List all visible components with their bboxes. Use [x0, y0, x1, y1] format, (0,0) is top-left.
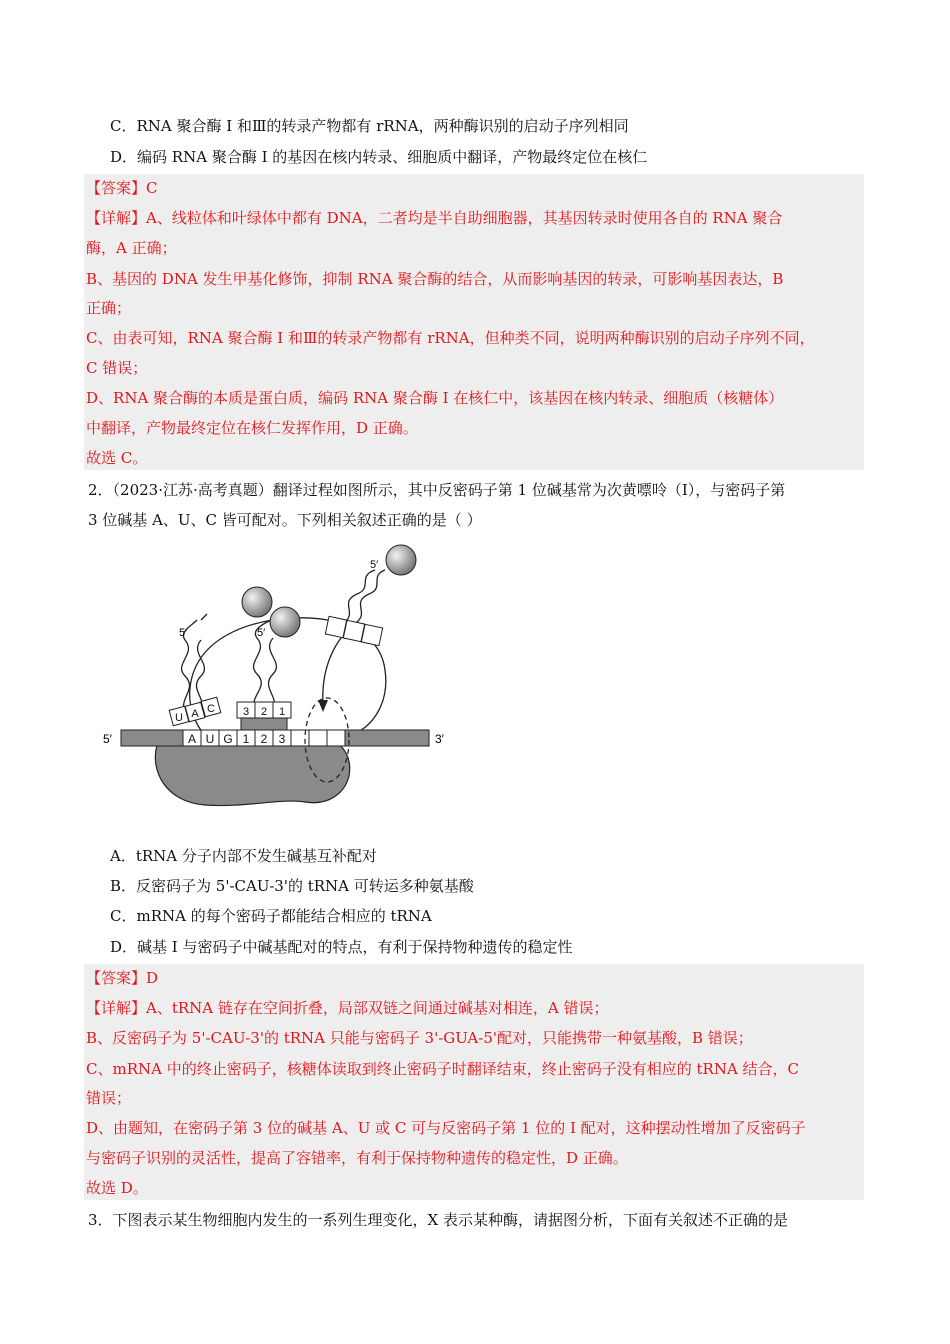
q2-option-d: D．碱基 I 与密码子中碱基配对的特点，有利于保持物种遗传的稳定性: [110, 938, 573, 956]
q1-detail-line-7: D、RNA 聚合酶的本质是蛋白质，编码 RNA 聚合酶 I 在核仁中，该基因在核内转录、细胞质（核糖体）: [86, 389, 784, 407]
q2-detail-line-3: C、mRNA 中的终止密码子，核糖体读取到终止密码子时翻译结束，终止密码子没有相应的 tRNA 结合，C: [86, 1060, 800, 1078]
q2-detail-line-5: D、由题知，在密码子第 3 位的碱基 A、U 或 C 可与反密码子第 1 位的 I 配对，这种摆动性增加了反密码子: [86, 1119, 806, 1137]
q2-option-b: B．反密码子为 5'-CAU-3'的 tRNA 可转运多种氨基酸: [110, 877, 474, 895]
codon-base-4: 1: [242, 732, 250, 746]
codon-base-1: A: [187, 732, 197, 746]
q3-stem-line-1: 3．下图表示某生物细胞内发生的一系列生理变化，X 表示某种酶，请据图分析，下面有关叙述不正确的是: [88, 1211, 788, 1229]
q1-detail-line-2: 酶，A 正确；: [86, 239, 177, 257]
q2-detail-line-7: 故选 D。: [86, 1179, 148, 1197]
anticodon-left-base-2: A: [191, 708, 199, 720]
translation-diagram: [95, 540, 455, 810]
q2-detail-line-2: B、反密码子为 5'-CAU-3'的 tRNA 只能与密码子 3'-GUA-5'配对，只能携带一种氨基酸，B 错误；: [86, 1029, 753, 1047]
q2-answer: 【答案】D: [86, 969, 159, 987]
q1-option-c: C．RNA 聚合酶 I 和Ⅲ的转录产物都有 rRNA，两种酶识别的启动子序列相同: [110, 117, 629, 135]
q2-stem-line-2: 3 位碱基 A、U、C 皆可配对。下列相关叙述正确的是（ ）: [88, 511, 482, 529]
trna-right: [345, 570, 385, 622]
codon-base-3: G: [223, 732, 233, 746]
codon-base-2: U: [205, 732, 215, 746]
trna-left-5-prime: 5′: [179, 627, 188, 639]
q1-detail-line-5: C、由表可知，RNA 聚合酶 I 和Ⅲ的转录产物都有 rRNA，但种类不同，说明两种酶识别的启动子序列不同，: [86, 329, 815, 347]
anticodon-mid-base-1: 3: [242, 706, 250, 718]
anticodon-left-base-3: C: [207, 703, 215, 715]
mrna-5-prime-label: 5′: [103, 732, 112, 746]
q2-option-a: A．tRNA 分子内部不发生碱基互补配对: [110, 847, 377, 865]
anticodon-left-base-1: U: [175, 712, 183, 724]
q1-detail-line-6: C 错误；: [86, 359, 148, 377]
mrna-3-prime-label: 3′: [435, 732, 444, 746]
amino-acid-ball-1: [242, 587, 272, 617]
q2-option-c: C．mRNA 的每个密码子都能结合相应的 tRNA: [110, 907, 432, 925]
q2-detail-line-1: 【详解】A、tRNA 链存在空间折叠，局部双链之间通过碱基对相连，A 错误；: [86, 999, 609, 1017]
q1-option-d: D．编码 RNA 聚合酶 I 的基因在核内转录、细胞质中翻译，产物最终定位在核仁: [110, 148, 648, 166]
q1-detail-line-1: 【详解】A、线粒体和叶绿体中都有 DNA，二者均是半自助细胞器，其基因转录时使用各自的 RNA 聚合: [86, 209, 783, 227]
detail-label: 【详解】: [86, 209, 147, 227]
amino-acid-ball-2: [270, 607, 300, 637]
anticodon-mid-base-3: 1: [278, 706, 286, 718]
codon-base-5: 2: [260, 732, 268, 746]
q2-detail-line-6: 与密码子识别的灵活性，提高了容错率，有利于保持物种遗传的稳定性，D 正确。: [86, 1149, 628, 1167]
q2-stem-line-1: 2．（2023·江苏·高考真题）翻译过程如图所示，其中反密码子第 1 位碱基常为次黄嘌呤（I），与密码子第: [88, 481, 786, 499]
detail-label: 【详解】: [86, 999, 147, 1017]
q2-detail-line-4: 错误；: [86, 1089, 132, 1107]
q1-detail-line-9: 故选 C。: [86, 449, 148, 467]
q1-detail-line-4: 正确；: [86, 299, 132, 317]
ribosome-small-subunit: [155, 740, 349, 806]
trna-middle-5-prime: 5′: [257, 627, 266, 639]
q1-answer: 【答案】C: [86, 179, 158, 197]
anticodon-mid-base-2: 2: [260, 706, 268, 718]
q1-detail-line-8: 中翻译，产物最终定位在核仁发挥作用，D 正确。: [86, 419, 418, 437]
q1-detail-line-3: B、基因的 DNA 发生甲基化修饰，抑制 RNA 聚合酶的结合，从而影响基因的转录，可影响基因表达，B: [86, 270, 784, 288]
amino-acid-ball-3: [386, 545, 416, 575]
trna-right-5-prime: 5′: [370, 559, 379, 571]
codon-base-6: 3: [278, 732, 286, 746]
